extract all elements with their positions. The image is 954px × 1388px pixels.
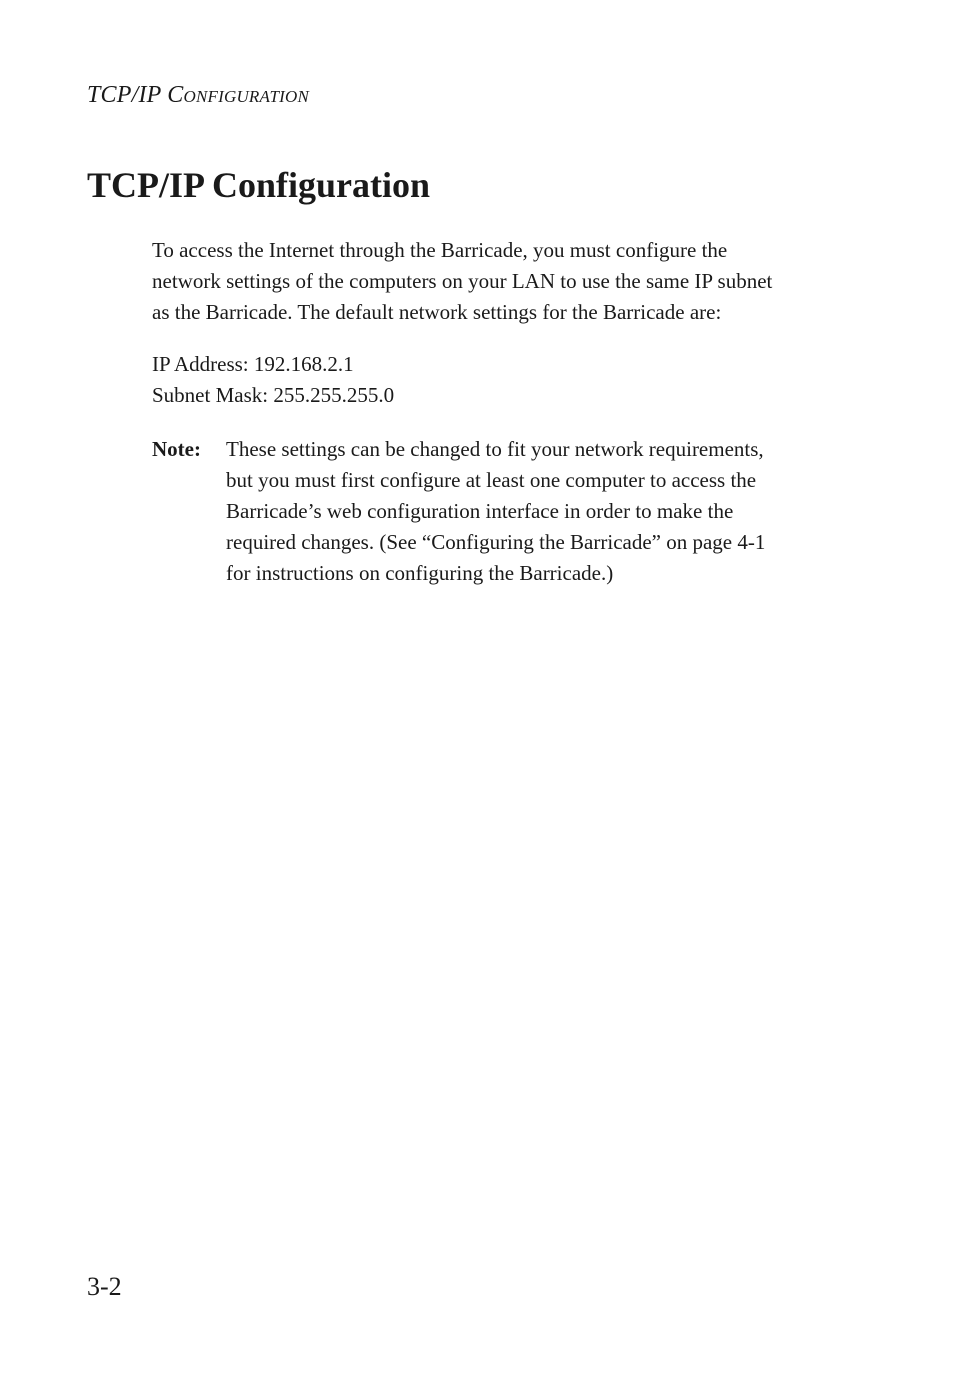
note-line: required changes. (See “Configuring the Barricade” on page 4-1 [226, 530, 766, 554]
intro-line: To access the Internet through the Barricade, you must configure the [152, 238, 728, 262]
note-line: Barricade’s web configuration interface in order to make the [226, 499, 734, 523]
intro-paragraph [152, 235, 852, 328]
intro-line: as the Barricade. The default network settings for the Barricade are: [152, 300, 722, 324]
subnet-mask-line: Subnet Mask: 255.255.255.0 [152, 383, 395, 407]
note-label: Note: [152, 437, 201, 461]
running-header-small-caps: ONFIGURATION [183, 87, 309, 106]
note-line: for instructions on configuring the Barricade.) [226, 561, 614, 585]
default-settings [152, 349, 852, 411]
note-line: but you must first configure at least one computer to access the [226, 468, 757, 492]
intro-line: network settings of the computers on your LAN to use the same IP subnet [152, 269, 773, 293]
note-line: These settings can be changed to fit your network requirements, [226, 437, 764, 461]
ip-address-line: IP Address: 192.168.2.1 [152, 352, 354, 376]
note-body [226, 434, 846, 589]
page-heading: TCP/IP Configuration [87, 165, 431, 205]
page-number: 3-2 [87, 1272, 122, 1301]
running-header-main: TCP/IP C [87, 82, 184, 108]
running-header [87, 82, 309, 109]
